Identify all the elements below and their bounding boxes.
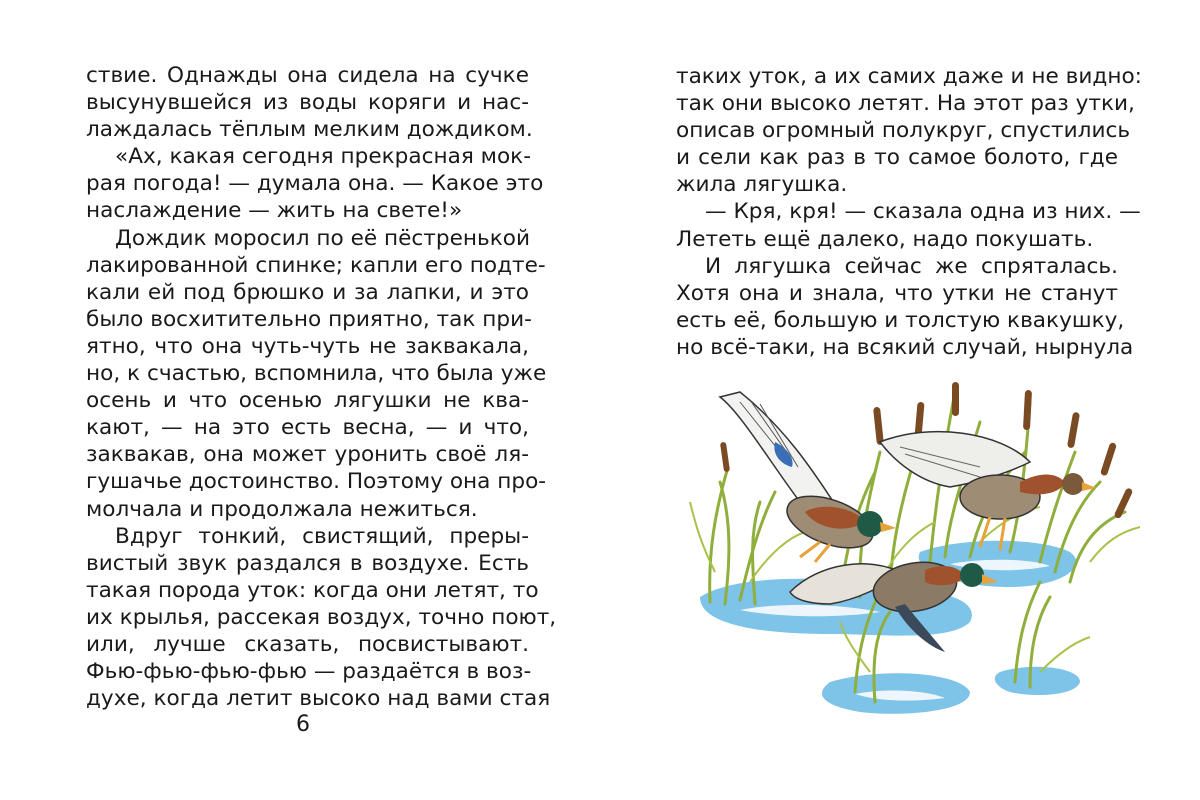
text-line: Фью-фью-фью-фью — раздаётся в воз-	[86, 659, 532, 685]
text-line: кают, — на это есть весна, — и что,	[86, 415, 529, 441]
text-line: Вдруг тонкий, свистящий, преры-	[115, 523, 529, 549]
left-text-column	[86, 62, 557, 712]
text-line: рая погода! — думала она. — Какое это	[86, 171, 544, 197]
text-line: лакированной спинке; капли его подте-	[86, 252, 546, 278]
text-line: — Кря, кря! — сказала одна из них. —	[705, 199, 1141, 225]
text-line: духе, когда летит высоко над вами стая	[86, 686, 551, 712]
text-line: Лететь ещё далеко, надо покушать.	[676, 226, 1094, 252]
text-line: Дождик моросил по её пёстренькой	[115, 225, 531, 251]
text-line: Хотя она и знала, что утки не станут	[676, 280, 1118, 306]
text-line: есть её, большую и толстую квакушку,	[676, 307, 1125, 333]
text-line: молчала и продолжала нежиться.	[86, 496, 478, 522]
text-line: заквакав, она может уронить своё ля-	[86, 442, 529, 468]
text-line: жила лягушка.	[676, 172, 848, 198]
right-text-column	[676, 63, 1142, 361]
text-line: было восхитительно приятно, так при-	[86, 306, 532, 332]
text-line: лаждалась тёплым мелким дождиком.	[86, 117, 533, 143]
text-line: гушачье достоинство. Поэтому она про-	[86, 469, 547, 495]
text-line: наслаждение — жить на свете!»	[86, 198, 463, 224]
text-line: такая порода уток: когда они летят, то	[86, 577, 539, 603]
text-line: ствие. Однажды она сидела на сучке	[86, 63, 529, 88]
text-line: «Ах, какая сегодня прекрасная мок-	[115, 144, 532, 170]
page-number: 6	[296, 712, 310, 737]
duck-left	[720, 392, 896, 562]
text-line: И лягушка сейчас же спряталась.	[705, 253, 1118, 279]
duck-right	[880, 432, 1096, 550]
duck-center	[790, 556, 998, 652]
ducks-landing-in-marsh-illustration	[680, 372, 1150, 724]
text-line: так они высоко летят. На этот раз утки,	[676, 91, 1135, 117]
text-line: ятно, что она чуть-чуть не заквакала,	[86, 333, 529, 359]
text-line: или, лучше сказать, посвистывают.	[86, 631, 529, 657]
text-line: таких уток, а их самих даже и не видно:	[676, 64, 1142, 89]
text-line: их крылья, рассекая воздух, точно поют,	[86, 604, 557, 630]
text-line: но всё-таки, на всякий случай, нырнула	[676, 334, 1134, 360]
text-line: высунувшейся из воды коряги и нас-	[86, 90, 529, 116]
text-line: вистый звук раздался в воздухе. Есть	[86, 550, 529, 576]
text-line: кали ей под брюшко и за лапки, и это	[86, 279, 529, 305]
text-line: описав огромный полукруг, спустились	[676, 118, 1131, 144]
text-line: осень и что осенью лягушки не ква-	[86, 388, 529, 414]
text-line: но, к счастью, вспомнила, что была уже	[86, 361, 547, 387]
text-line: и сели как раз в то самое болото, где	[676, 145, 1118, 171]
